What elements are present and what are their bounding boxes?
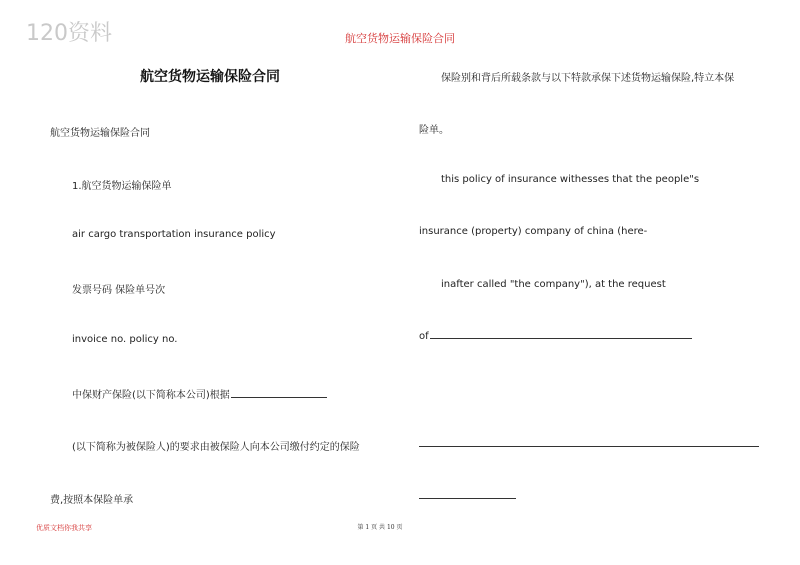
header-title: 航空货物运输保险合同: [345, 32, 455, 45]
paragraph-text: 中保财产保险(以下简称本公司)根据: [72, 390, 230, 401]
paragraph-line-with-blank: [72, 386, 327, 401]
fill-in-blank: [430, 337, 692, 339]
paragraph-line: invoice no. policy no.: [72, 334, 178, 345]
paragraph-line: 费,按照本保险单承: [50, 495, 134, 506]
paragraph-line: 险单。: [419, 125, 449, 136]
paragraph-line: air cargo transportation insurance policy: [72, 229, 276, 240]
paragraph-line: insurance (property) company of china (here-: [419, 226, 648, 237]
paragraph-text: of: [419, 331, 429, 342]
fill-in-blank-line: [419, 446, 759, 447]
paragraph-line: 航空货物运输保险合同: [50, 128, 150, 139]
paragraph-line: 保险别和背后所载条款与以下特款承保下述货物运输保险,特立本保: [441, 73, 735, 84]
paragraph-line: this policy of insurance withesses that the people"s: [441, 174, 700, 185]
paragraph-line-with-blank: [419, 331, 692, 342]
watermark-logo: 120资料: [26, 21, 112, 46]
fill-in-blank-line: [419, 498, 516, 499]
paragraph-line: (以下简称为被保险人)的要求由被保险人向本公司缴付约定的保险: [72, 442, 360, 453]
document-title: 航空货物运输保险合同: [140, 69, 280, 85]
footer-slogan: 优质文档你我共享: [36, 524, 92, 532]
page-number: 第 1 页 共 10 页: [357, 524, 403, 531]
paragraph-line: inafter called "the company"), at the request: [441, 279, 666, 290]
paragraph-line: 发票号码 保险单号次: [72, 285, 166, 296]
paragraph-line: 1.航空货物运输保险单: [72, 181, 172, 192]
fill-in-blank: [231, 396, 327, 398]
